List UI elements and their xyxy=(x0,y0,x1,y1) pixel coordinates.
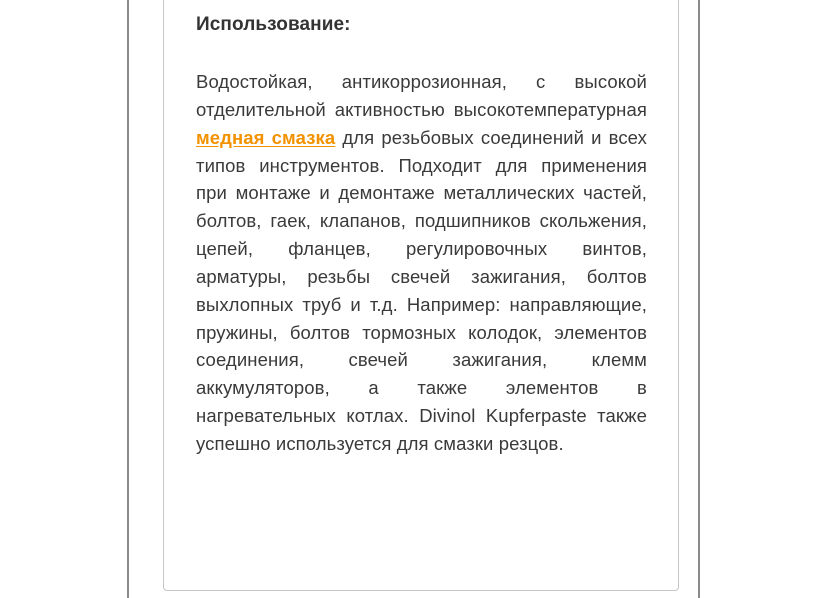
description-text-end: для резьбовых соединений и всех типов инструментов. Подходит для применения при монтаже и демонтаже металлических частей, болтов, гаек, клапанов, подшипников скольжения, цепей, фланцев, регулировочных винтов, арматуры, резьбы свечей зажигания, болтов выхлопных труб и т.д. Например: направляющие, пружины, болтов тормозных колодок, элементов соединения, свечей зажигания, клемм аккумуляторов, а также элементов в нагревательных котлах. Divinol Kupferpaste также успешно используется для смазки резцов. xyxy=(196,126,647,454)
usage-heading: Использование: xyxy=(196,14,351,35)
usage-description xyxy=(196,68,647,458)
description-text-start: Водостойкая, антикоррозионная, с высокой отделительной активностью высокотемпературная xyxy=(196,71,647,120)
copper-grease-link[interactable]: медная смазка xyxy=(196,126,336,148)
